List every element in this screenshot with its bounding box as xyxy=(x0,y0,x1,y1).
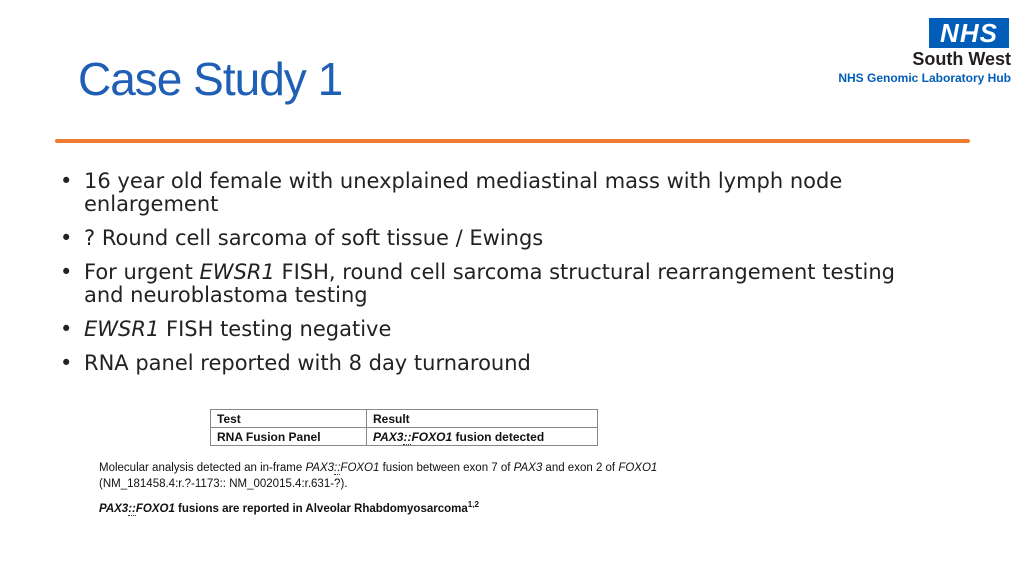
bullet-text: For urgent xyxy=(84,260,200,284)
note-text: fusions are reported in Alveolar Rhabdomyosarcoma xyxy=(174,502,468,515)
bullet-item xyxy=(58,261,938,307)
gene-name: FOXO1 xyxy=(618,462,658,474)
cell-test: RNA Fusion Panel xyxy=(211,428,367,446)
header-test: Test xyxy=(211,410,367,428)
gene-name: EWSR1 xyxy=(84,317,160,341)
slide-title: Case Study 1 xyxy=(78,53,343,105)
bullet-list xyxy=(58,170,938,386)
bullet-text: ? Round cell sarcoma of soft tissue / Ewings xyxy=(84,226,544,250)
table-row xyxy=(211,428,598,446)
results-table xyxy=(210,409,598,446)
bullet-text: FISH testing negative xyxy=(159,317,392,341)
gene-name: PAX3 xyxy=(373,429,404,444)
fusion-separator: :: xyxy=(128,502,136,515)
association-note xyxy=(99,500,479,515)
bullet-text: RNA panel reported with 8 day turnaround xyxy=(84,351,531,375)
bullet-item xyxy=(58,352,938,375)
gene-name: PAX3 xyxy=(513,462,543,474)
gene-name: PAX3 xyxy=(99,502,129,515)
gene-name: EWSR1 xyxy=(199,260,275,284)
bullet-text: 16 year old female with unexplained mediastinal mass with lymph node enlargement xyxy=(84,169,843,216)
fusion-separator: :: xyxy=(334,462,341,474)
note-text: Molecular analysis detected an in-frame xyxy=(99,462,306,474)
bullet-item xyxy=(58,227,938,250)
gene-name: PAX3 xyxy=(305,462,335,474)
org-region: South West xyxy=(912,49,1011,69)
molecular-note xyxy=(99,460,699,492)
note-text: and exon 2 of xyxy=(542,462,619,474)
note-text: (NM_181458.4:r.?-1173:: NM_002015.4:r.631-?). xyxy=(99,478,348,490)
reference-superscript: 1,2 xyxy=(467,500,479,509)
bullet-item xyxy=(58,170,938,216)
title-divider xyxy=(55,139,970,143)
bullet-item xyxy=(58,318,938,341)
result-text: fusion detected xyxy=(452,429,545,444)
note-text: fusion between exon 7 of xyxy=(379,462,514,474)
cell-result xyxy=(367,428,598,446)
header-result: Result xyxy=(367,410,598,428)
fusion-separator: :: xyxy=(403,429,412,444)
bullet-text: FISH, round cell sarcoma structural rearrangement testing and neuroblastoma testing xyxy=(84,260,896,307)
nhs-logo xyxy=(806,18,1011,90)
org-name: NHS Genomic Laboratory Hub xyxy=(838,71,1011,85)
gene-name: FOXO1 xyxy=(135,502,175,515)
gene-name: FOXO1 xyxy=(340,462,380,474)
gene-name: FOXO1 xyxy=(411,429,453,444)
table-header-row xyxy=(211,410,598,428)
nhs-mark: NHS xyxy=(929,18,1009,48)
